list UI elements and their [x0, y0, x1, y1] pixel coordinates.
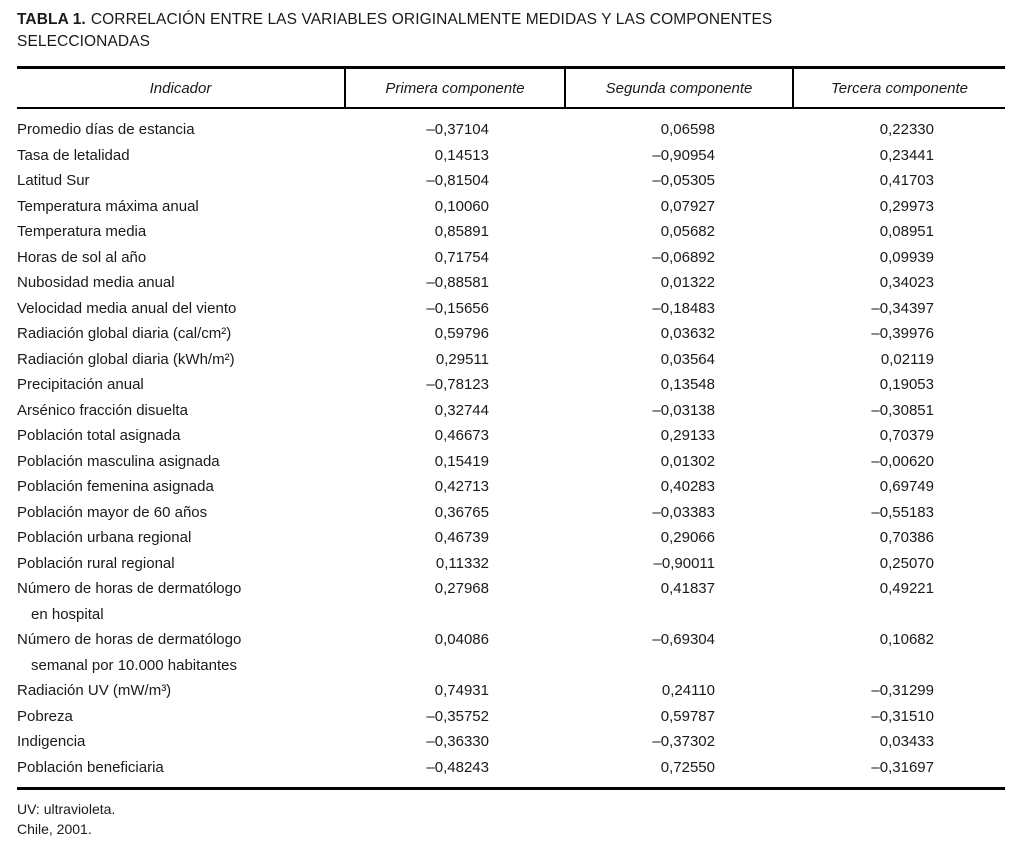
- indicator-cell: [17, 108, 345, 143]
- value-cell: 0,19053: [879, 376, 934, 393]
- value-cell: 0,10060: [434, 197, 489, 215]
- value-cell: 0,03564: [660, 350, 715, 368]
- value-cell: –0,35752: [426, 707, 489, 725]
- table-row: [17, 729, 1005, 755]
- table-row: [17, 219, 1005, 245]
- value-cell: 0,29066: [660, 529, 715, 546]
- table-row: [17, 525, 1005, 551]
- value-cell: 0,85891: [434, 223, 489, 240]
- indicator-cell: [17, 219, 345, 245]
- indicator-label: Temperatura media: [17, 223, 147, 240]
- table-caption: CORRELACIÓN ENTRE LAS VARIABLES ORIGINALMENTE MEDIDAS Y LAS COMPONENTES SELECCIONADAS: [17, 11, 773, 50]
- value-cell: –0,31510: [871, 707, 934, 725]
- table-row: [17, 143, 1005, 169]
- value-cell: 0,59787: [660, 707, 715, 725]
- indicator-label: Latitud Sur: [17, 172, 90, 189]
- table-row: [17, 627, 1005, 678]
- indicator-label: Población rural regional: [17, 554, 175, 572]
- value-cell: –0,39976: [871, 325, 934, 342]
- value-cell: –0,78123: [426, 376, 489, 393]
- indicator-cell: [17, 194, 345, 220]
- value-cell: 0,46673: [434, 427, 489, 444]
- indicator-label: Población femenina asignada: [17, 478, 214, 495]
- indicator-label: Población urbana regional: [17, 529, 192, 546]
- value-cell: 0,10682: [879, 631, 934, 648]
- value-cell: 0,14513: [434, 146, 489, 164]
- value-cell: –0,36330: [426, 733, 489, 750]
- value-cell: 0,40283: [660, 478, 715, 495]
- value-cell: –0,48243: [426, 758, 489, 776]
- header-row: [17, 68, 1005, 109]
- indicator-label: Temperatura máxima anual: [17, 197, 199, 215]
- footnotes: [17, 799, 1005, 839]
- indicator-cell: [17, 245, 345, 271]
- value-cell: 0,03632: [660, 325, 715, 342]
- indicator-label: Nubosidad media anual: [17, 274, 175, 291]
- indicator-label: Tasa de letalidad: [17, 146, 130, 164]
- footnote-uv: UV: ultravioleta.: [17, 801, 116, 817]
- value-cell: 0,06598: [660, 121, 715, 138]
- value-cell: –0,05305: [652, 172, 715, 189]
- col-header-primera-componente: Primera componente: [345, 68, 565, 109]
- indicator-cell: [17, 500, 345, 526]
- indicator-label: Radiación UV (mW/m³): [17, 682, 172, 699]
- indicator-cell: [17, 321, 345, 347]
- table-row: [17, 347, 1005, 373]
- col-header-tercera-componente: Tercera componente: [793, 68, 1005, 109]
- value-cell: 0,25070: [879, 554, 934, 572]
- indicator-label: Promedio días de estancia: [17, 121, 195, 138]
- value-cell: 0,24110: [661, 682, 715, 699]
- footnote-source: Chile, 2001.: [17, 821, 92, 837]
- value-cell: 0,08951: [879, 223, 934, 240]
- value-cell: 0,41837: [660, 580, 715, 597]
- value-cell: 0,23441: [879, 146, 934, 164]
- value-cell: 0,29511: [435, 350, 489, 368]
- indicator-label: Radiación global diaria (cal/cm²): [17, 325, 232, 342]
- indicator-label: Población beneficiaria: [17, 758, 164, 776]
- value-cell: 0,27968: [434, 580, 489, 597]
- table-row: [17, 270, 1005, 296]
- value-cell: 0,70379: [879, 427, 934, 444]
- value-cell: 0,05682: [660, 223, 715, 240]
- indicator-cell: [17, 704, 345, 730]
- indicator-label: Horas de sol al año: [17, 248, 147, 266]
- value-cell: 0,36765: [434, 503, 489, 521]
- value-cell: –0,90954: [652, 146, 715, 164]
- indicator-cell: [17, 678, 345, 704]
- value-cell: –0,81504: [426, 172, 489, 189]
- value-cell: 0,59796: [434, 325, 489, 342]
- value-cell: 0,69749: [879, 478, 934, 495]
- value-cell: 0,15419: [434, 452, 489, 470]
- table-row: [17, 108, 1005, 143]
- indicator-cell: [17, 168, 345, 194]
- value-cell: 0,72550: [660, 758, 715, 776]
- value-cell: –0,37104: [426, 121, 489, 138]
- indicator-label: Arsénico fracción disuelta: [17, 401, 188, 419]
- indicator-label: Velocidad media anual del viento: [17, 299, 237, 317]
- indicator-label: Número de horas de dermatólogo: [17, 580, 242, 597]
- indicator-cell: [17, 449, 345, 475]
- value-cell: 0,09939: [879, 248, 934, 266]
- indicator-cell: [17, 296, 345, 322]
- indicator-label-continuation: semanal por 10.000 habitantes: [31, 656, 237, 674]
- table-title: [17, 9, 902, 53]
- indicator-cell: [17, 755, 345, 789]
- value-cell: 0,49221: [879, 580, 934, 597]
- value-cell: 0,22330: [879, 121, 934, 138]
- table-row: [17, 423, 1005, 449]
- indicator-cell: [17, 551, 345, 577]
- value-cell: 0,02119: [880, 350, 934, 368]
- indicator-cell: [17, 729, 345, 755]
- col-header-indicador: Indicador: [17, 68, 345, 109]
- value-cell: –0,00620: [871, 452, 934, 470]
- table-row: [17, 296, 1005, 322]
- indicator-label-continuation: en hospital: [31, 605, 104, 623]
- indicator-cell: [17, 372, 345, 398]
- table-row: [17, 245, 1005, 271]
- value-cell: –0,34397: [871, 299, 934, 317]
- value-cell: –0,18483: [652, 299, 715, 317]
- table-row: [17, 168, 1005, 194]
- value-cell: –0,31299: [871, 682, 934, 699]
- indicator-cell: [17, 270, 345, 296]
- indicator-cell: [17, 627, 345, 678]
- value-cell: –0,31697: [871, 758, 934, 776]
- value-cell: 0,29133: [660, 427, 715, 444]
- value-cell: –0,88581: [426, 274, 489, 291]
- indicator-label: Precipitación anual: [17, 376, 144, 393]
- value-cell: –0,30851: [871, 401, 934, 419]
- value-cell: 0,29973: [879, 197, 934, 215]
- value-cell: 0,07927: [660, 197, 715, 215]
- indicator-cell: [17, 398, 345, 424]
- table-row: [17, 704, 1005, 730]
- table-row: [17, 551, 1005, 577]
- value-cell: –0,55183: [871, 503, 934, 521]
- value-cell: 0,34023: [879, 274, 934, 291]
- value-cell: –0,69304: [652, 631, 715, 648]
- value-cell: –0,37302: [652, 733, 715, 750]
- value-cell: 0,71754: [434, 248, 489, 266]
- table-number: TABLA 1.: [17, 11, 86, 28]
- indicator-label: Radiación global diaria (kWh/m²): [17, 350, 235, 368]
- table-row: [17, 500, 1005, 526]
- value-cell: 0,13548: [660, 376, 715, 393]
- indicator-label: Indigencia: [17, 733, 86, 750]
- col-header-segunda-componente: Segunda componente: [565, 68, 793, 109]
- table-row: [17, 678, 1005, 704]
- value-cell: –0,03383: [652, 503, 715, 521]
- indicator-cell: [17, 347, 345, 373]
- table-row: [17, 755, 1005, 789]
- correlation-table: [17, 66, 1005, 790]
- table-body: [17, 108, 1005, 789]
- value-cell: –0,03138: [652, 401, 715, 419]
- value-cell: 0,41703: [879, 172, 934, 189]
- indicator-cell: [17, 525, 345, 551]
- indicator-label: Número de horas de dermatólogo: [17, 631, 242, 648]
- table-row: [17, 372, 1005, 398]
- value-cell: 0,01322: [660, 274, 715, 291]
- value-cell: 0,46739: [434, 529, 489, 546]
- table-row: [17, 576, 1005, 627]
- value-cell: 0,01302: [660, 452, 715, 470]
- value-cell: 0,03433: [879, 733, 934, 750]
- table-row: [17, 321, 1005, 347]
- value-cell: 0,11332: [435, 554, 489, 572]
- indicator-cell: [17, 474, 345, 500]
- value-cell: 0,42713: [434, 478, 489, 495]
- indicator-label: Población total asignada: [17, 427, 181, 444]
- value-cell: –0,06892: [652, 248, 715, 266]
- value-cell: –0,15656: [426, 299, 489, 317]
- indicator-cell: [17, 423, 345, 449]
- value-cell: 0,74931: [434, 682, 489, 699]
- value-cell: 0,32744: [434, 401, 489, 419]
- value-cell: 0,70386: [879, 529, 934, 546]
- table-row: [17, 398, 1005, 424]
- indicator-label: Población masculina asignada: [17, 452, 220, 470]
- table-row: [17, 474, 1005, 500]
- indicator-cell: [17, 143, 345, 169]
- value-cell: 0,04086: [434, 631, 489, 648]
- indicator-label: Población mayor de 60 años: [17, 503, 208, 521]
- value-cell: –0,90011: [653, 554, 715, 572]
- indicator-label: Pobreza: [17, 707, 73, 725]
- indicator-cell: [17, 576, 345, 627]
- table-row: [17, 194, 1005, 220]
- table-row: [17, 449, 1005, 475]
